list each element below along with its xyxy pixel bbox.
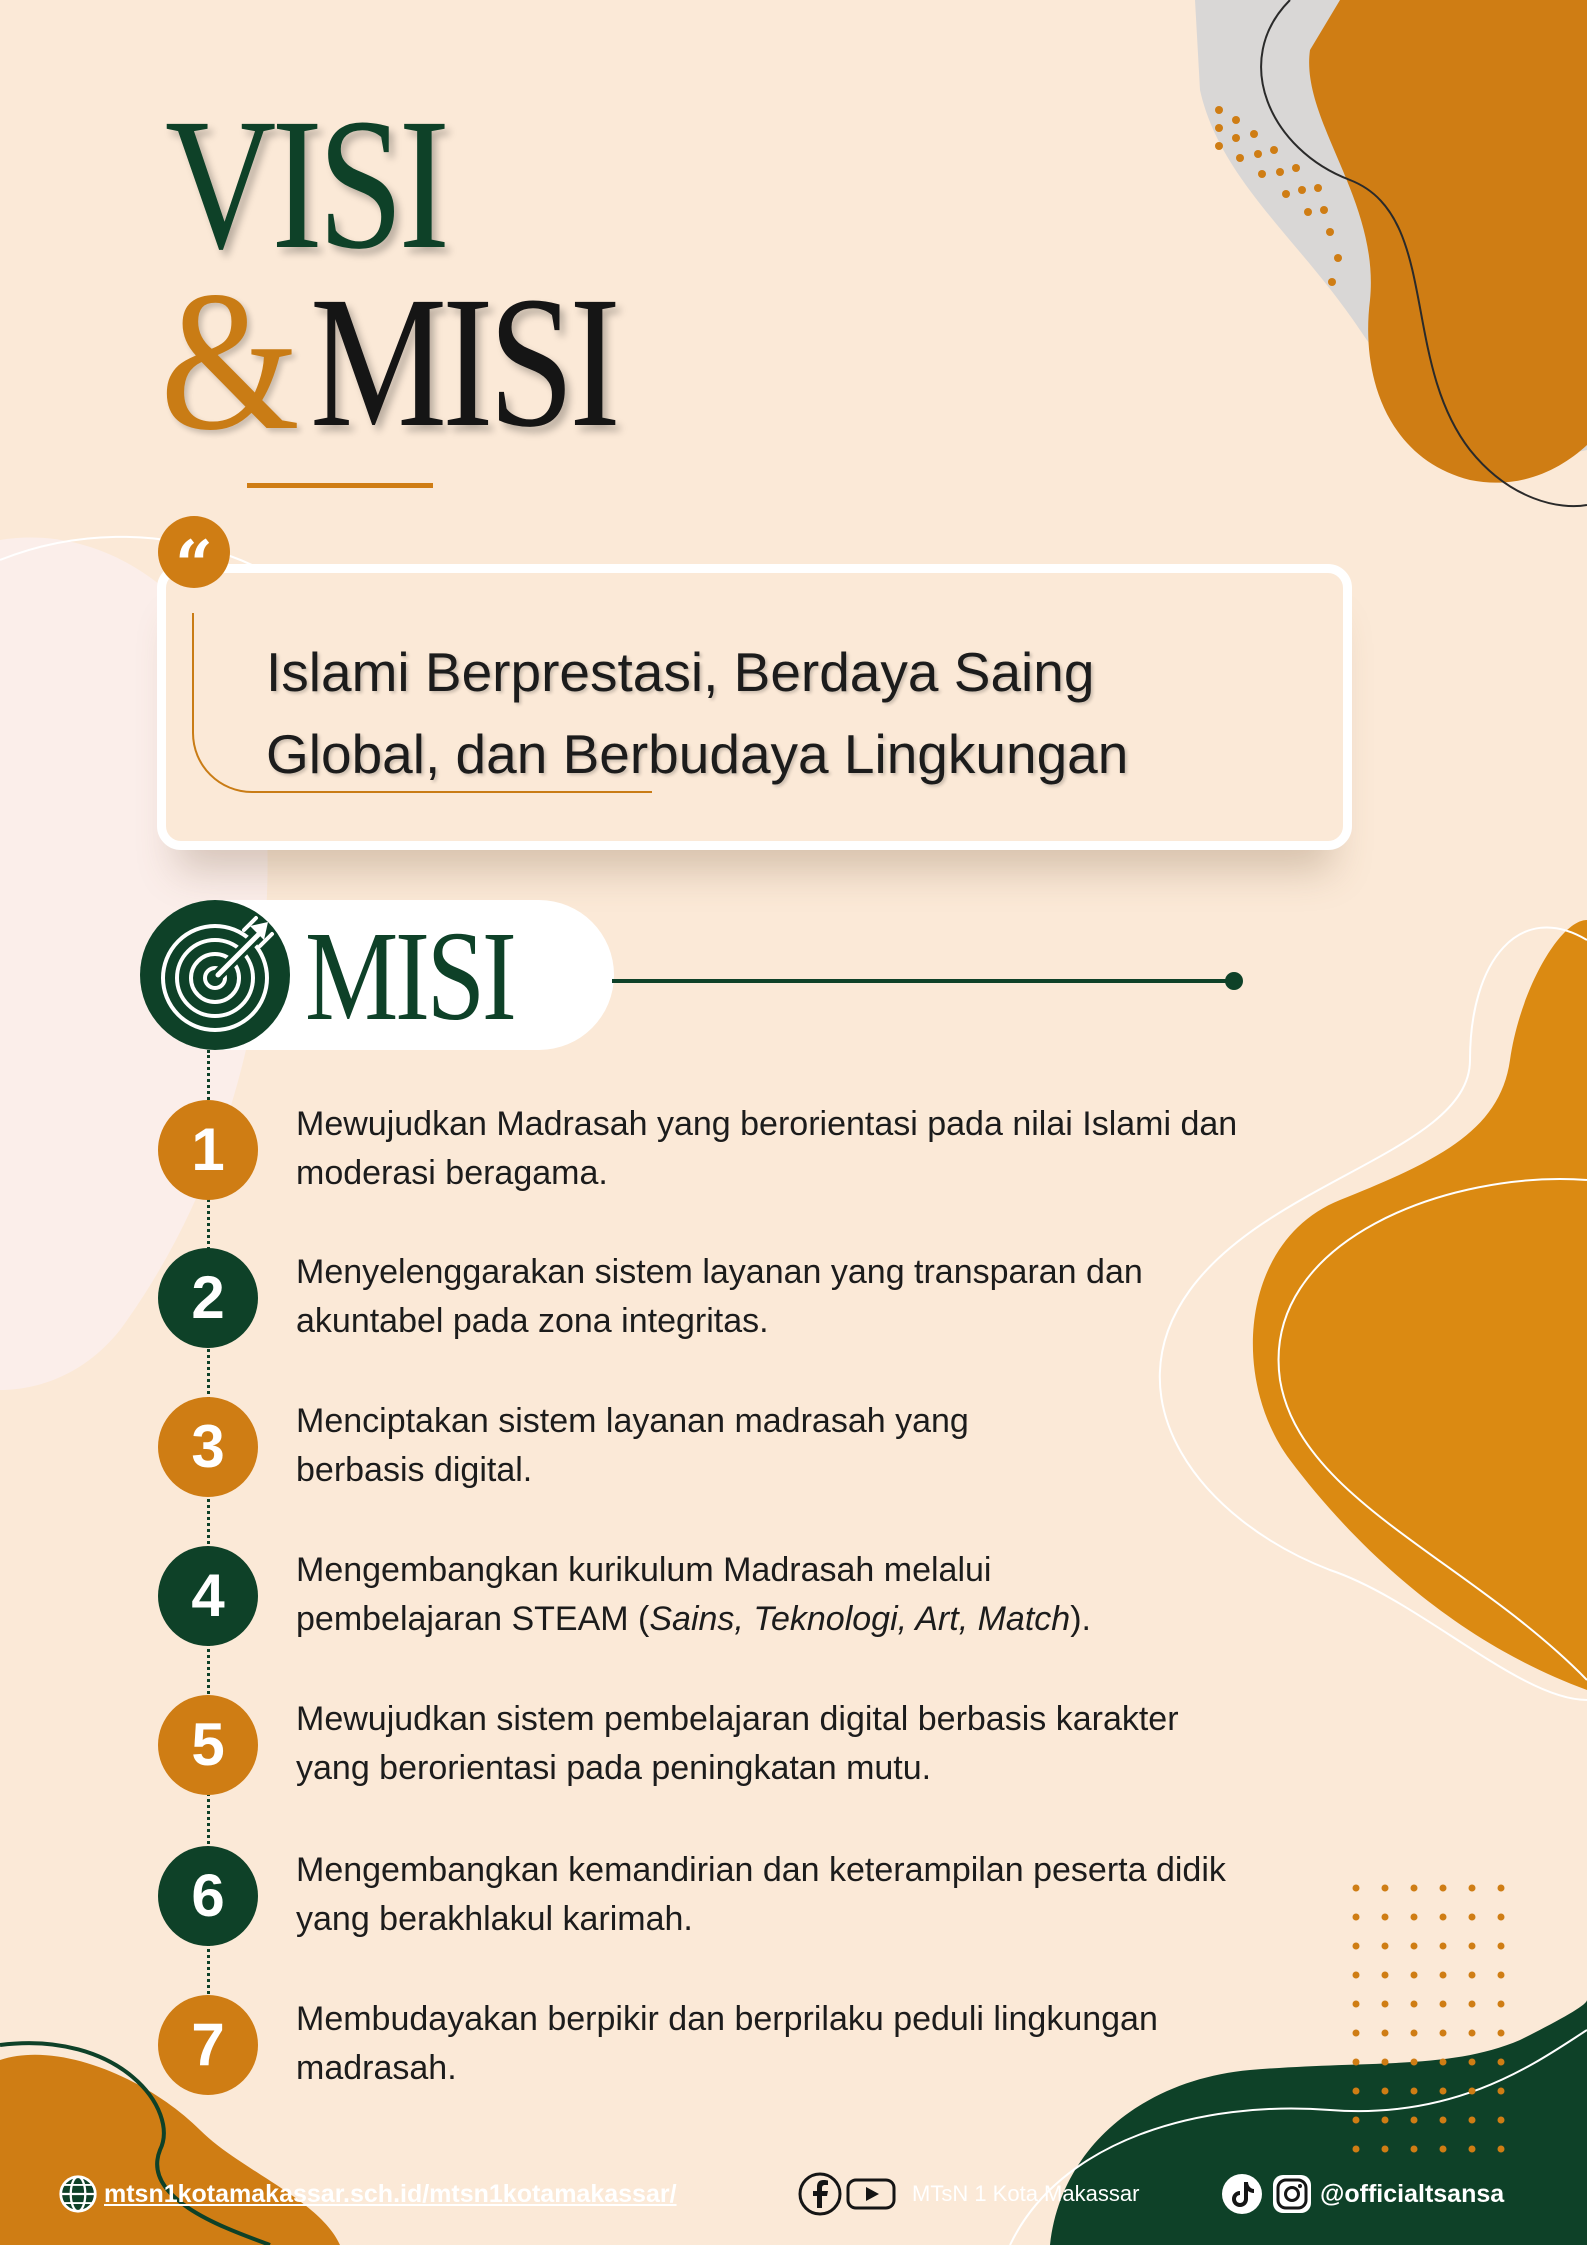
decor-dot — [1469, 1885, 1476, 1892]
decor-dot — [1353, 1914, 1360, 1921]
decor-dot — [1353, 2146, 1360, 2153]
facebook-icon[interactable] — [798, 2172, 842, 2216]
decor-dot — [1382, 1943, 1389, 1950]
decor-dot — [1411, 2001, 1418, 2008]
decor-dot — [1353, 2088, 1360, 2095]
decor-dot — [1382, 2088, 1389, 2095]
decor-dot — [1498, 1885, 1505, 1892]
misi-number-badge: 4 — [158, 1546, 258, 1646]
instagram-icon[interactable] — [1270, 2172, 1314, 2216]
misi-item — [158, 1995, 1278, 2105]
footer-page-name-text: MTsN 1 Kota Makassar — [912, 2181, 1140, 2206]
decor-dot — [1440, 1972, 1447, 1979]
misi-number-badge: 7 — [158, 1995, 258, 2095]
footer-social-handle — [1220, 2170, 1504, 2218]
decor-dot — [1411, 2088, 1418, 2095]
decor-dot — [1498, 2030, 1505, 2037]
decor-dot — [1469, 2030, 1476, 2037]
decor-dot — [1440, 1943, 1447, 1950]
decor-dot — [1353, 2059, 1360, 2066]
title-misi: MISI — [310, 257, 616, 466]
decor-dot — [1382, 2059, 1389, 2066]
footer-page-name — [798, 2170, 1139, 2218]
misi-number-badge: 6 — [158, 1846, 258, 1946]
misi-item-text-part: Mengembangkan kurikulum Madrasah melalui pembelajaran STEAM ( — [296, 1551, 992, 1638]
misi-heading-dot — [1225, 972, 1243, 990]
misi-item — [158, 1100, 1278, 1210]
misi-number-badge: 1 — [158, 1100, 258, 1200]
misi-item — [158, 1695, 1278, 1805]
decor-dot — [1498, 2001, 1505, 2008]
orange-blob-right — [1253, 920, 1587, 1690]
decor-dot — [1440, 2117, 1447, 2124]
footer-handle-text: @officialtsansa — [1320, 2179, 1505, 2208]
decor-dot — [1498, 2059, 1505, 2066]
target-dart-icon — [140, 900, 290, 1050]
decor-dot — [1498, 1943, 1505, 1950]
decor-dot — [1440, 2059, 1447, 2066]
decor-dot — [1411, 2059, 1418, 2066]
decor-dot — [1469, 2001, 1476, 2008]
decor-dot — [1382, 1885, 1389, 1892]
decor-dot — [1411, 1972, 1418, 1979]
decor-dot — [1382, 1972, 1389, 1979]
decor-dot — [1411, 2117, 1418, 2124]
decor-dot — [1353, 1943, 1360, 1950]
misi-item — [158, 1248, 1278, 1358]
misi-item-text: Mewujudkan sistem pembelajaran digital berbasis karakter yang berorientasi pada peningkatan mutu. — [296, 1700, 1179, 1787]
decor-dot — [1411, 1914, 1418, 1921]
misi-item-text — [296, 1546, 1196, 1644]
decor-dot — [1469, 1914, 1476, 1921]
misi-item — [158, 1546, 1278, 1656]
decor-dot — [1440, 2146, 1447, 2153]
misi-item-text-italic: Sains, Teknologi, Art, Match — [649, 1600, 1071, 1638]
decor-dot — [1382, 2030, 1389, 2037]
misi-item-text-part: ). — [1070, 1600, 1091, 1638]
decor-dot — [1353, 1972, 1360, 1979]
decor-dot — [1440, 1914, 1447, 1921]
decor-dot — [1469, 2059, 1476, 2066]
decor-dot — [1469, 2117, 1476, 2124]
decor-dot — [1440, 2030, 1447, 2037]
decor-dot — [1353, 2001, 1360, 2008]
quote-icon: “ — [158, 516, 230, 588]
misi-item-text: Mewujudkan Madrasah yang berorientasi pada nilai Islami dan moderasi beragama. — [296, 1105, 1238, 1192]
decor-dot — [1411, 2146, 1418, 2153]
misi-item-text: Membudayakan berpikir dan berprilaku peduli lingkungan madrasah. — [296, 2000, 1158, 2087]
decor-dot — [1498, 2146, 1505, 2153]
misi-number-badge: 2 — [158, 1248, 258, 1348]
decor-dot — [1469, 1943, 1476, 1950]
decor-dot — [1498, 1972, 1505, 1979]
decor-dot — [1498, 2088, 1505, 2095]
visi-line-1: Islami Berprestasi, Berdaya Saing — [266, 641, 1095, 703]
misi-item-text: Menciptakan sistem layanan madrasah yang berbasis digital. — [296, 1402, 969, 1489]
misi-item — [158, 1846, 1278, 1956]
visi-statement — [266, 631, 1306, 795]
decor-dot — [1440, 2088, 1447, 2095]
visi-card — [157, 564, 1352, 850]
decor-dot — [1382, 2117, 1389, 2124]
decor-dot — [1469, 2088, 1476, 2095]
decor-dot — [1498, 1914, 1505, 1921]
decor-dot — [1382, 2146, 1389, 2153]
decor-dot — [1411, 1885, 1418, 1892]
title-underline — [247, 483, 433, 488]
decor-dot — [1440, 2001, 1447, 2008]
footer-website[interactable] — [58, 2170, 677, 2218]
misi-heading-line — [612, 979, 1234, 983]
decor-dot — [1353, 1885, 1360, 1892]
decor-dot — [1411, 1943, 1418, 1950]
decor-dot — [1411, 2030, 1418, 2037]
visi-line-2: Global, dan Berbudaya Lingkungan — [266, 723, 1129, 785]
decor-dot — [1353, 2030, 1360, 2037]
footer-website-link[interactable]: mtsn1kotamakassar.sch.id/mtsn1kotamakassar/ — [104, 2179, 677, 2208]
globe-icon — [58, 2174, 98, 2214]
misi-heading: MISI — [305, 905, 514, 1047]
decor-dot — [1469, 1972, 1476, 1979]
decor-dot — [1382, 1914, 1389, 1921]
tiktok-icon[interactable] — [1220, 2172, 1264, 2216]
decor-dot — [1498, 2117, 1505, 2124]
misi-number-badge: 5 — [158, 1695, 258, 1795]
decor-dot — [1382, 2001, 1389, 2008]
misi-item-text: Menyelenggarakan sistem layanan yang transparan dan akuntabel pada zona integritas. — [296, 1253, 1143, 1340]
youtube-icon[interactable] — [846, 2172, 896, 2216]
misi-item — [158, 1397, 1278, 1507]
title-ampersand: & — [160, 251, 301, 472]
misi-item-text: Mengembangkan kemandirian dan keterampilan peserta didik yang berakhlakul karimah. — [296, 1851, 1226, 1938]
decor-dot — [1469, 2146, 1476, 2153]
misi-number-badge: 3 — [158, 1397, 258, 1497]
decor-dot — [1353, 2117, 1360, 2124]
decor-dot — [1440, 1885, 1447, 1892]
title-visi: VISI — [165, 79, 446, 288]
